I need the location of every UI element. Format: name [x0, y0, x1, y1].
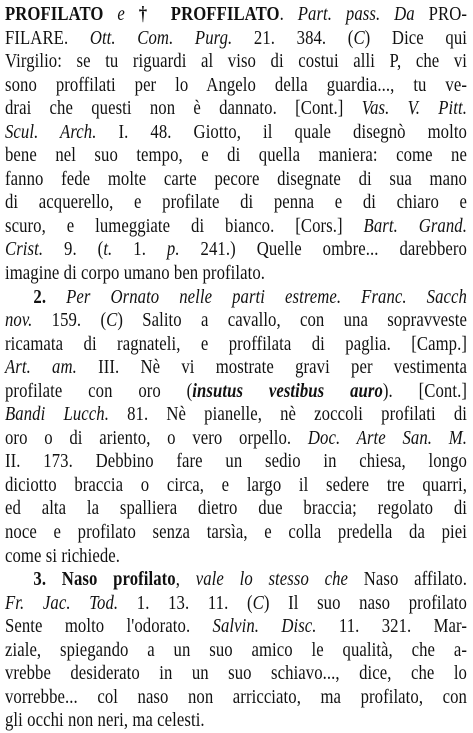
text-segment: Naso affilato.: [348, 568, 467, 591]
text-segment: Crist.: [5, 238, 44, 261]
text-segment: Scul. Arch.: [5, 120, 97, 143]
text-line: [5, 639, 467, 663]
text-line: [5, 144, 467, 168]
text-segment: imagine di corpo umano ben profilato.: [5, 262, 266, 285]
text-line: [5, 97, 467, 121]
text-segment: 159. (: [32, 309, 107, 332]
text-line: [5, 215, 467, 239]
text-segment: ) Dice qui: [364, 26, 467, 49]
text-segment: 81. Nè pianelle, nè zoccoli profilati di: [108, 403, 467, 426]
text-segment: Per Ornato nelle parti estreme. Franc. Sacch: [66, 285, 467, 308]
text-line: [5, 238, 467, 262]
text-segment: Doc. Arte San. M.: [307, 426, 467, 449]
text-segment: Part. pass. Da: [297, 3, 415, 25]
text-segment: profilate con oro (: [5, 379, 193, 402]
text-segment: ziale, spiegando a un suo amico le qualità, che a-: [5, 638, 467, 661]
text-line: [5, 450, 467, 474]
text-segment: di acquerello, e profilate di penna e di chiaro e: [5, 191, 467, 214]
text-segment: III. Nè vi mostrate gravi per vestimenta: [76, 356, 467, 379]
text-line: [5, 286, 467, 310]
text-line: [5, 50, 467, 74]
text-line: [5, 403, 467, 427]
text-segment: .: [279, 3, 298, 25]
text-segment: Ott. Com. Purg.: [89, 26, 233, 49]
text-line: [5, 74, 467, 98]
text-line: [5, 709, 467, 733]
text-line: [5, 545, 467, 569]
text-line: [5, 27, 467, 51]
text-segment: nov.: [5, 309, 33, 332]
text-segment: I. 48. Giotto, il quale disegnò molto: [96, 120, 467, 143]
text-line: [5, 592, 467, 616]
text-line: [5, 309, 467, 333]
text-line: [5, 168, 467, 192]
text-segment: vorrebbe... col naso non arricciato, ma profilato, con: [5, 685, 467, 708]
text-segment: fanno fede molte carte pecore disegnate di sua mano: [5, 167, 467, 190]
text-segment: bene nel suo tempo, e di quella maniera: come ne: [5, 144, 467, 167]
text-segment: gli occhi non neri, ma celesti.: [5, 709, 205, 732]
text-line: [5, 474, 467, 498]
text-segment: insutus vestibus auro: [192, 379, 383, 402]
text-segment: Sente molto l'odorato.: [5, 615, 213, 638]
text-segment: † PROFFILATO: [138, 3, 280, 25]
text-line: [5, 686, 467, 710]
text-segment: ,: [175, 568, 196, 591]
text-segment: Bart. Grand.: [363, 214, 468, 237]
text-segment: Fr. Jac. Tod.: [5, 591, 119, 614]
text-line: [5, 121, 467, 145]
text-line: [5, 3, 467, 27]
text-segment: C: [106, 309, 118, 332]
text-segment: 1.: [112, 238, 167, 261]
text-line: [5, 521, 467, 545]
text-segment: come si richiede.: [5, 544, 121, 567]
text-line: [5, 262, 467, 286]
text-segment: ricamata di ragnateli, e proffilata di paglia. [Camp.]: [5, 332, 467, 355]
text-segment: 241.) Quelle ombre... darebbero: [179, 238, 467, 261]
text-segment: Art. am.: [5, 356, 77, 379]
text-line: [5, 497, 467, 521]
text-segment: drai che questi non è dannato. [Cont.]: [5, 97, 362, 120]
text-segment: ). [Cont.]: [382, 379, 467, 402]
text-line: [5, 662, 467, 686]
text-segment: vrebbe desiderato in un suo schiavo..., dice, che lo: [5, 662, 467, 685]
text-segment: 1. 13. 11. (: [118, 591, 253, 614]
text-segment: 3. Naso profilato: [33, 568, 176, 591]
text-segment: C: [353, 26, 365, 49]
text-segment: 11. 321. Mar-: [316, 615, 467, 638]
text-segment: II. 173. Debbino fare un sedio in chiesa, longo: [5, 450, 467, 473]
text-line: [5, 568, 467, 592]
text-segment: PRO-: [414, 3, 468, 25]
text-segment: t.: [103, 238, 113, 261]
text-segment: p.: [166, 238, 180, 261]
text-segment: Vas. V. Pitt.: [361, 97, 467, 120]
text-segment: 9. (: [43, 238, 104, 261]
text-segment: sono proffilati per lo Angelo della guardia..., tu ve-: [5, 73, 467, 96]
text-segment: 21. 384. (: [232, 26, 354, 49]
text-segment: scuro, e lumeggiate di bianco. [Cors.]: [5, 214, 364, 237]
text-line: [5, 427, 467, 451]
text-line: [5, 191, 467, 215]
text-segment: e: [103, 3, 139, 25]
text-segment: ed alta la spalliera dietro due braccia; regolato di: [5, 497, 467, 520]
text-line: [5, 615, 467, 639]
text-segment: diciotto braccia o circa, e largo il sedere tre quarri,: [5, 473, 467, 496]
text-segment: Virgilio: se tu riguardi al viso di costui alli P, che vi: [5, 50, 467, 73]
text-segment: FILARE.: [5, 26, 90, 49]
text-segment: ) Il suo naso profilato: [263, 591, 467, 614]
text-segment: ) Salito a cavallo, con una sopravveste: [117, 309, 467, 332]
text-segment: vale lo stesso che: [195, 568, 349, 591]
text-line: [5, 380, 467, 404]
text-line: [5, 356, 467, 380]
text-segment: oro o di ariento, o vero orpello.: [5, 426, 308, 449]
text-segment: noce e profilato senza tarsìa, e colla predella da piei: [5, 521, 467, 544]
text-line: [5, 333, 467, 357]
text-segment: PROFILATO: [5, 3, 104, 25]
text-segment: 2.: [33, 285, 67, 308]
text-segment: C: [252, 591, 264, 614]
text-segment: Salvin. Disc.: [212, 615, 317, 638]
text-segment: Bandi Lucch.: [5, 403, 109, 426]
